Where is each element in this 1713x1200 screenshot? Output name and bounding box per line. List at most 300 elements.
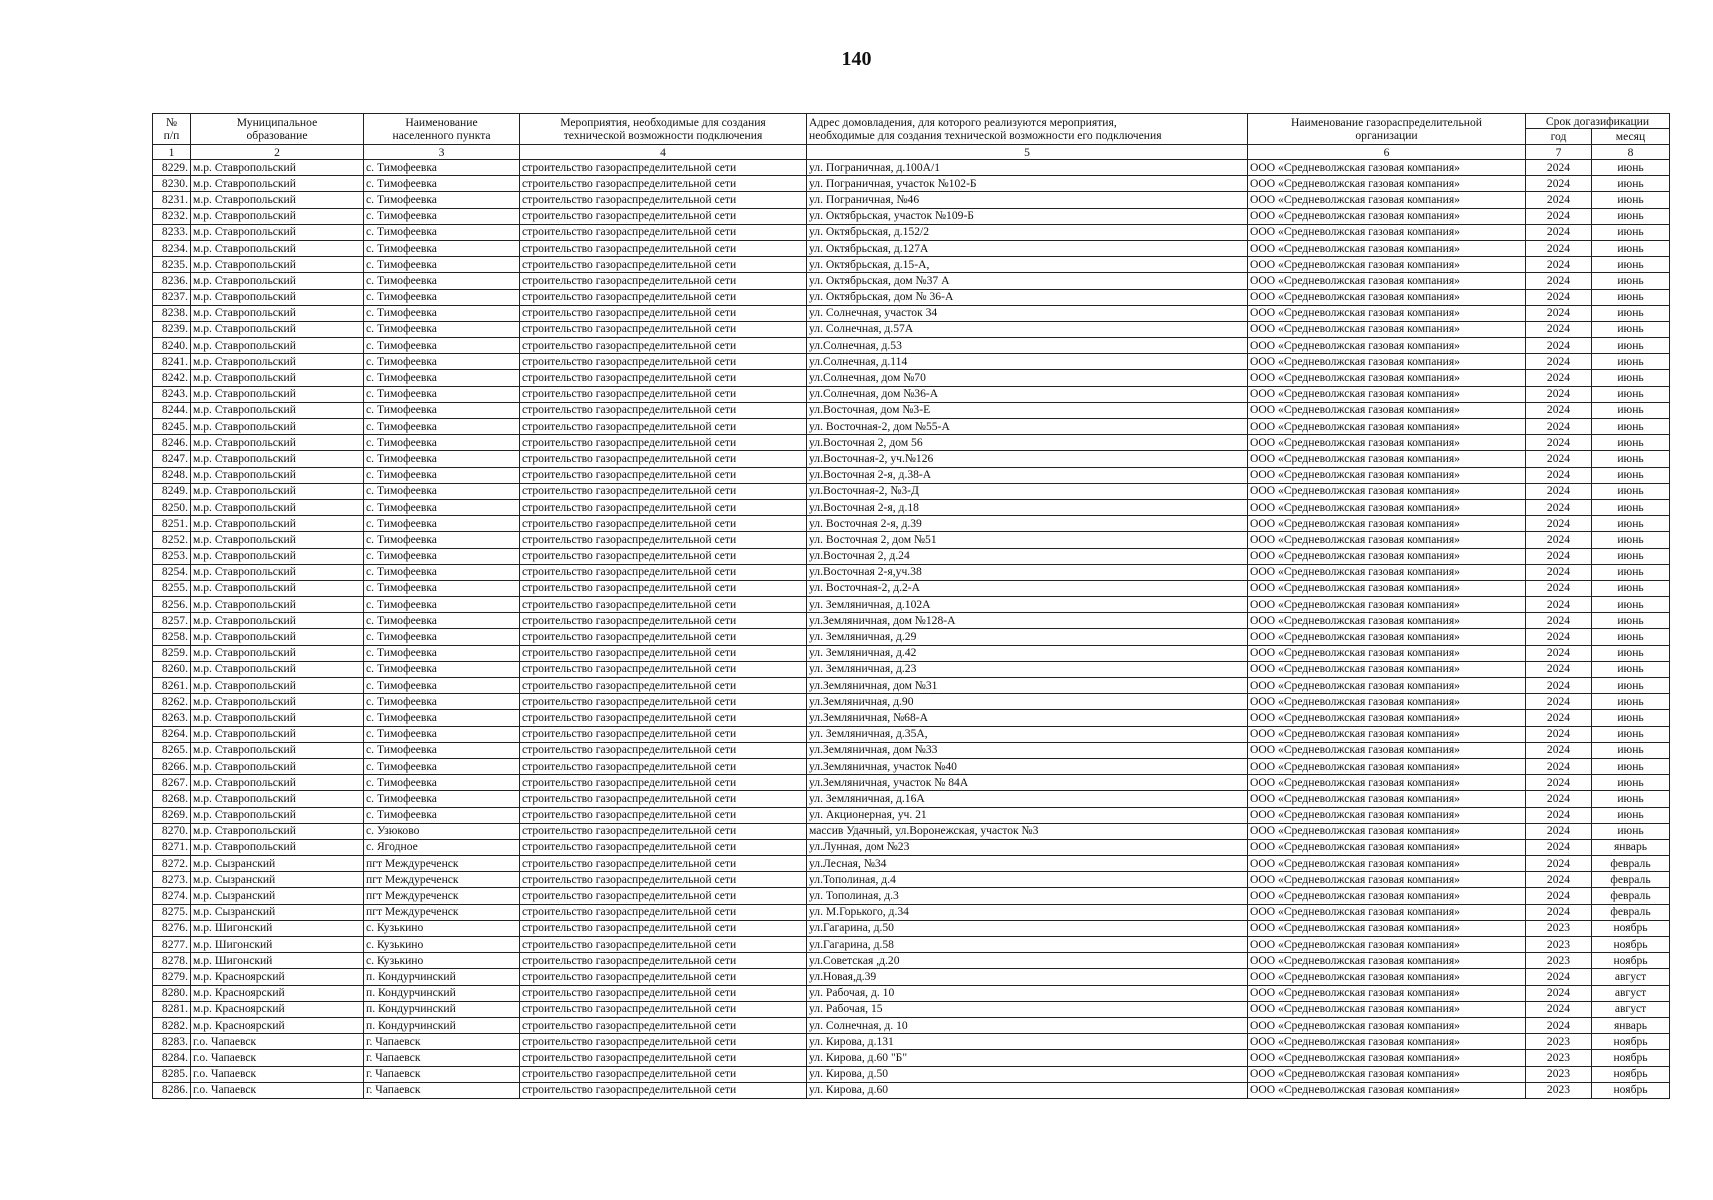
address-cell: ул. Восточная-2, д.2-А [807,580,1248,596]
measure-cell: строительство газораспределительной сети [520,678,807,694]
row-number: 8261. [153,678,191,694]
row-number: 8236. [153,273,191,289]
header-measures: Мероприятия, необходимые для создания технической возможности подключения [520,114,807,145]
month-cell: август [1592,1001,1670,1017]
table-row [153,499,1670,515]
address-cell: ул. Земляничная, д.42 [807,645,1248,661]
address-cell: ул.Восточная 2, д.24 [807,548,1248,564]
settlement-cell: с. Тимофеевка [364,694,520,710]
row-number: 8242. [153,370,191,386]
table-row [153,435,1670,451]
row-number: 8274. [153,888,191,904]
address-cell: ул. Кирова, д.131 [807,1034,1248,1050]
table-row [153,354,1670,370]
municipality-cell: м.р. Ставропольский [191,580,364,596]
table-row [153,888,1670,904]
settlement-cell: с. Тимофеевка [364,289,520,305]
measure-cell: строительство газораспределительной сети [520,240,807,256]
month-cell: июнь [1592,160,1670,176]
measure-cell: строительство газораспределительной сети [520,597,807,613]
measure-cell: строительство газораспределительной сети [520,1082,807,1098]
settlement-cell: п. Кондурчинский [364,969,520,985]
year-cell: 2024 [1526,564,1592,580]
year-cell: 2024 [1526,839,1592,855]
measure-cell: строительство газораспределительной сети [520,386,807,402]
municipality-cell: м.р. Ставропольский [191,678,364,694]
month-cell: ноябрь [1592,953,1670,969]
settlement-cell: г. Чапаевск [364,1050,520,1066]
table-row [153,516,1670,532]
settlement-cell: с. Кузькино [364,937,520,953]
table-row [153,419,1670,435]
row-number: 8271. [153,839,191,855]
address-cell: ул. Солнечная, участок 34 [807,305,1248,321]
year-cell: 2024 [1526,354,1592,370]
municipality-cell: г.о. Чапаевск [191,1066,364,1082]
month-cell: февраль [1592,872,1670,888]
year-cell: 2024 [1526,742,1592,758]
municipality-cell: м.р. Ставропольский [191,694,364,710]
settlement-cell: с. Тимофеевка [364,224,520,240]
month-cell: февраль [1592,888,1670,904]
settlement-cell: с. Тимофеевка [364,321,520,337]
settlement-cell: с. Тимофеевка [364,192,520,208]
year-cell: 2023 [1526,1082,1592,1098]
measure-cell: строительство газораспределительной сети [520,370,807,386]
row-number: 8231. [153,192,191,208]
row-number: 8230. [153,176,191,192]
address-cell: ул. Восточная 2-я, д.39 [807,516,1248,532]
municipality-cell: м.р. Ставропольский [191,613,364,629]
column-index: 5 [807,145,1248,160]
row-number: 8284. [153,1050,191,1066]
municipality-cell: м.р. Ставропольский [191,597,364,613]
row-number: 8238. [153,305,191,321]
settlement-cell: п. Кондурчинский [364,1001,520,1017]
address-cell: ул. Октябрьская, дом № 36-А [807,289,1248,305]
settlement-cell: с. Тимофеевка [364,613,520,629]
measure-cell: строительство газораспределительной сети [520,758,807,774]
table-row [153,969,1670,985]
municipality-cell: м.р. Ставропольский [191,775,364,791]
month-cell: июнь [1592,661,1670,677]
year-cell: 2023 [1526,937,1592,953]
municipality-cell: м.р. Ставропольский [191,402,364,418]
measure-cell: строительство газораспределительной сети [520,305,807,321]
month-cell: июнь [1592,613,1670,629]
organization-cell: ООО «Средневолжская газовая компания» [1248,1050,1526,1066]
table-row [153,694,1670,710]
row-number: 8254. [153,564,191,580]
row-number: 8272. [153,856,191,872]
measure-cell: строительство газораспределительной сети [520,872,807,888]
year-cell: 2024 [1526,483,1592,499]
address-cell: ул.Лунная, дом №23 [807,839,1248,855]
month-cell: июнь [1592,402,1670,418]
measure-cell: строительство газораспределительной сети [520,532,807,548]
measure-cell: строительство газораспределительной сети [520,224,807,240]
organization-cell: ООО «Средневолжская газовая компания» [1248,937,1526,953]
organization-cell: ООО «Средневолжская газовая компания» [1248,419,1526,435]
municipality-cell: м.р. Ставропольский [191,419,364,435]
settlement-cell: с. Тимофеевка [364,661,520,677]
address-cell: ул.Лесная, №34 [807,856,1248,872]
month-cell: июнь [1592,775,1670,791]
address-cell: ул.Тополиная, д.4 [807,872,1248,888]
row-number: 8279. [153,969,191,985]
table-row [153,1001,1670,1017]
settlement-cell: п. Кондурчинский [364,1017,520,1033]
table-row [153,224,1670,240]
organization-cell: ООО «Средневолжская газовая компания» [1248,694,1526,710]
row-number: 8281. [153,1001,191,1017]
address-cell: ул. Земляничная, д.35А, [807,726,1248,742]
row-number: 8276. [153,920,191,936]
organization-cell: ООО «Средневолжская газовая компания» [1248,856,1526,872]
municipality-cell: м.р. Ставропольский [191,370,364,386]
table-row [153,548,1670,564]
organization-cell: ООО «Средневолжская газовая компания» [1248,839,1526,855]
year-cell: 2024 [1526,240,1592,256]
header-settlement: Наименование населенного пункта [364,114,520,145]
year-cell: 2024 [1526,597,1592,613]
year-cell: 2024 [1526,451,1592,467]
municipality-cell: м.р. Ставропольский [191,257,364,273]
measure-cell: строительство газораспределительной сети [520,823,807,839]
measure-cell: строительство газораспределительной сети [520,321,807,337]
row-number: 8263. [153,710,191,726]
month-cell: июнь [1592,321,1670,337]
year-cell: 2024 [1526,192,1592,208]
organization-cell: ООО «Средневолжская газовая компания» [1248,726,1526,742]
settlement-cell: с. Тимофеевка [364,386,520,402]
header-term: Срок догазификации [1526,114,1670,129]
measure-cell: строительство газораспределительной сети [520,257,807,273]
address-cell: ул. Земляничная, д.23 [807,661,1248,677]
measure-cell: строительство газораспределительной сети [520,451,807,467]
header-month: месяц [1592,129,1670,145]
municipality-cell: м.р. Ставропольский [191,839,364,855]
address-cell: ул. Восточная 2, дом №51 [807,532,1248,548]
measure-cell: строительство газораспределительной сети [520,904,807,920]
organization-cell: ООО «Средневолжская газовая компания» [1248,758,1526,774]
row-number: 8229. [153,160,191,176]
table-row [153,839,1670,855]
municipality-cell: м.р. Сызранский [191,856,364,872]
measure-cell: строительство газораспределительной сети [520,775,807,791]
organization-cell: ООО «Средневолжская газовая компания» [1248,240,1526,256]
table-row [153,742,1670,758]
address-cell: ул. Земляничная, д.29 [807,629,1248,645]
municipality-cell: м.р. Ставропольский [191,160,364,176]
month-cell: июнь [1592,305,1670,321]
organization-cell: ООО «Средневолжская газовая компания» [1248,823,1526,839]
organization-cell: ООО «Средневолжская газовая компания» [1248,1082,1526,1098]
municipality-cell: м.р. Ставропольский [191,726,364,742]
municipality-cell: м.р. Шигонский [191,953,364,969]
measure-cell: строительство газораспределительной сети [520,467,807,483]
settlement-cell: с. Тимофеевка [364,419,520,435]
settlement-cell: г. Чапаевск [364,1066,520,1082]
row-number: 8241. [153,354,191,370]
table-row [153,321,1670,337]
address-cell: ул.Восточная 2-я, д.38-А [807,467,1248,483]
year-cell: 2024 [1526,548,1592,564]
address-cell: ул. Октябрьская, дом №37 А [807,273,1248,289]
year-cell: 2024 [1526,856,1592,872]
measure-cell: строительство газораспределительной сети [520,613,807,629]
year-cell: 2024 [1526,791,1592,807]
table-row [153,791,1670,807]
year-cell: 2024 [1526,419,1592,435]
municipality-cell: м.р. Ставропольский [191,758,364,774]
measure-cell: строительство газораспределительной сети [520,548,807,564]
settlement-cell: с. Тимофеевка [364,176,520,192]
organization-cell: ООО «Средневолжская газовая компания» [1248,953,1526,969]
row-number: 8277. [153,937,191,953]
row-number: 8232. [153,208,191,224]
month-cell: июнь [1592,532,1670,548]
row-number: 8251. [153,516,191,532]
municipality-cell: м.р. Ставропольский [191,273,364,289]
municipality-cell: м.р. Ставропольский [191,176,364,192]
year-cell: 2024 [1526,580,1592,596]
table-row [153,661,1670,677]
table-row [153,1082,1670,1098]
row-number: 8255. [153,580,191,596]
municipality-cell: г.о. Чапаевск [191,1034,364,1050]
table-row [153,176,1670,192]
organization-cell: ООО «Средневолжская газовая компания» [1248,645,1526,661]
address-cell: ул. Пограничная, участок №102-Б [807,176,1248,192]
measure-cell: строительство газораспределительной сети [520,985,807,1001]
municipality-cell: г.о. Чапаевск [191,1082,364,1098]
month-cell: июнь [1592,694,1670,710]
organization-cell: ООО «Средневолжская газовая компания» [1248,710,1526,726]
table-row [153,920,1670,936]
organization-cell: ООО «Средневолжская газовая компания» [1248,273,1526,289]
settlement-cell: с. Тимофеевка [364,791,520,807]
organization-cell: ООО «Средневолжская газовая компания» [1248,629,1526,645]
settlement-cell: с. Тимофеевка [364,338,520,354]
measure-cell: строительство газораспределительной сети [520,192,807,208]
table-row [153,758,1670,774]
table-row [153,467,1670,483]
month-cell: июнь [1592,176,1670,192]
address-cell: ул. Кирова, д.60 "Б" [807,1050,1248,1066]
municipality-cell: м.р. Ставропольский [191,240,364,256]
month-cell: ноябрь [1592,937,1670,953]
address-cell: ул. Октябрьская, д.127А [807,240,1248,256]
month-cell: июнь [1592,257,1670,273]
settlement-cell: пгт Междуреченск [364,888,520,904]
measure-cell: строительство газораспределительной сети [520,742,807,758]
organization-cell: ООО «Средневолжская газовая компания» [1248,338,1526,354]
settlement-cell: с. Тимофеевка [364,499,520,515]
municipality-cell: м.р. Ставропольский [191,516,364,532]
organization-cell: ООО «Средневолжская газовая компания» [1248,969,1526,985]
settlement-cell: с. Тимофеевка [364,807,520,823]
settlement-cell: с. Тимофеевка [364,402,520,418]
organization-cell: ООО «Средневолжская газовая компания» [1248,305,1526,321]
row-number: 8239. [153,321,191,337]
row-number: 8247. [153,451,191,467]
row-number: 8252. [153,532,191,548]
address-cell: ул. Октябрьская, д.15-А, [807,257,1248,273]
table-row [153,451,1670,467]
year-cell: 2024 [1526,273,1592,289]
municipality-cell: м.р. Красноярский [191,985,364,1001]
municipality-cell: м.р. Ставропольский [191,289,364,305]
measure-cell: строительство газораспределительной сети [520,710,807,726]
row-number: 8278. [153,953,191,969]
organization-cell: ООО «Средневолжская газовая компания» [1248,354,1526,370]
settlement-cell: с. Тимофеевка [364,451,520,467]
address-cell: ул.Солнечная, д.53 [807,338,1248,354]
organization-cell: ООО «Средневолжская газовая компания» [1248,985,1526,1001]
month-cell: август [1592,985,1670,1001]
row-number: 8269. [153,807,191,823]
organization-cell: ООО «Средневолжская газовая компания» [1248,224,1526,240]
measure-cell: строительство газораспределительной сети [520,564,807,580]
month-cell: июнь [1592,419,1670,435]
address-cell: ул. Рабочая, д. 10 [807,985,1248,1001]
settlement-cell: с. Тимофеевка [364,548,520,564]
municipality-cell: м.р. Ставропольский [191,548,364,564]
organization-cell: ООО «Средневолжская газовая компания» [1248,661,1526,677]
table-row [153,904,1670,920]
table-row [153,645,1670,661]
settlement-cell: с. Тимофеевка [364,597,520,613]
row-number: 8267. [153,775,191,791]
settlement-cell: с. Тимофеевка [364,532,520,548]
row-number: 8245. [153,419,191,435]
settlement-cell: с. Кузькино [364,953,520,969]
table-row [153,726,1670,742]
measure-cell: строительство газораспределительной сети [520,419,807,435]
measure-cell: строительство газораспределительной сети [520,208,807,224]
municipality-cell: м.р. Ставропольский [191,354,364,370]
settlement-cell: с. Тимофеевка [364,354,520,370]
year-cell: 2024 [1526,823,1592,839]
measure-cell: строительство газораспределительной сети [520,920,807,936]
row-number: 8265. [153,742,191,758]
organization-cell: ООО «Средневолжская газовая компания» [1248,564,1526,580]
row-number: 8285. [153,1066,191,1082]
settlement-cell: с. Тимофеевка [364,516,520,532]
address-cell: ул.Восточная 2, дом 56 [807,435,1248,451]
settlement-cell: с. Тимофеевка [364,710,520,726]
address-cell: ул.Гагарина, д.58 [807,937,1248,953]
address-cell: ул. М.Горького, д.34 [807,904,1248,920]
organization-cell: ООО «Средневолжская газовая компания» [1248,370,1526,386]
settlement-cell: с. Тимофеевка [364,273,520,289]
organization-cell: ООО «Средневолжская газовая компания» [1248,791,1526,807]
year-cell: 2024 [1526,499,1592,515]
municipality-cell: м.р. Ставропольский [191,823,364,839]
row-number: 8283. [153,1034,191,1050]
column-index: 4 [520,145,807,160]
table-header [153,114,1670,160]
month-cell: июнь [1592,742,1670,758]
year-cell: 2023 [1526,953,1592,969]
organization-cell: ООО «Средневолжская газовая компания» [1248,321,1526,337]
row-number: 8249. [153,483,191,499]
month-cell: июнь [1592,629,1670,645]
settlement-cell: с. Тимофеевка [364,160,520,176]
address-cell: ул.Восточная 2-я,уч.38 [807,564,1248,580]
year-cell: 2024 [1526,613,1592,629]
month-cell: январь [1592,1017,1670,1033]
table-body [153,160,1670,1099]
year-cell: 2024 [1526,208,1592,224]
row-number: 8237. [153,289,191,305]
year-cell: 2024 [1526,160,1592,176]
table-row [153,338,1670,354]
measure-cell: строительство газораспределительной сети [520,791,807,807]
month-cell: июнь [1592,580,1670,596]
organization-cell: ООО «Средневолжская газовая компания» [1248,289,1526,305]
row-number: 8260. [153,661,191,677]
settlement-cell: с. Тимофеевка [364,775,520,791]
settlement-cell: п. Кондурчинский [364,985,520,1001]
table-row [153,564,1670,580]
month-cell: июнь [1592,548,1670,564]
table-row [153,710,1670,726]
settlement-cell: с. Кузькино [364,920,520,936]
month-cell: август [1592,969,1670,985]
row-number: 8240. [153,338,191,354]
organization-cell: ООО «Средневолжская газовая компания» [1248,176,1526,192]
address-cell: ул. Пограничная, №46 [807,192,1248,208]
row-number: 8266. [153,758,191,774]
settlement-cell: с. Тимофеевка [364,240,520,256]
year-cell: 2024 [1526,904,1592,920]
organization-cell: ООО «Средневолжская газовая компания» [1248,499,1526,515]
row-number: 8280. [153,985,191,1001]
month-cell: июнь [1592,564,1670,580]
year-cell: 2023 [1526,920,1592,936]
year-cell: 2024 [1526,386,1592,402]
month-cell: июнь [1592,467,1670,483]
column-index: 2 [191,145,364,160]
year-cell: 2024 [1526,532,1592,548]
address-cell: ул.Советская ,д.20 [807,953,1248,969]
organization-cell: ООО «Средневолжская газовая компания» [1248,386,1526,402]
municipality-cell: м.р. Шигонский [191,920,364,936]
address-cell: ул. Октябрьская, участок №109-Б [807,208,1248,224]
organization-cell: ООО «Средневолжская газовая компания» [1248,402,1526,418]
measure-cell: строительство газораспределительной сети [520,969,807,985]
address-cell: ул. Земляничная, д.16А [807,791,1248,807]
header-num: № п/п [153,114,191,145]
measure-cell: строительство газораспределительной сети [520,856,807,872]
month-cell: февраль [1592,904,1670,920]
table-row [153,257,1670,273]
municipality-cell: м.р. Ставропольский [191,467,364,483]
municipality-cell: м.р. Шигонский [191,937,364,953]
month-cell: июнь [1592,823,1670,839]
settlement-cell: с. Тимофеевка [364,483,520,499]
row-number: 8233. [153,224,191,240]
year-cell: 2024 [1526,807,1592,823]
municipality-cell: м.р. Сызранский [191,872,364,888]
year-cell: 2024 [1526,969,1592,985]
municipality-cell: м.р. Ставропольский [191,807,364,823]
month-cell: июнь [1592,338,1670,354]
organization-cell: ООО «Средневолжская газовая компания» [1248,257,1526,273]
year-cell: 2024 [1526,224,1592,240]
